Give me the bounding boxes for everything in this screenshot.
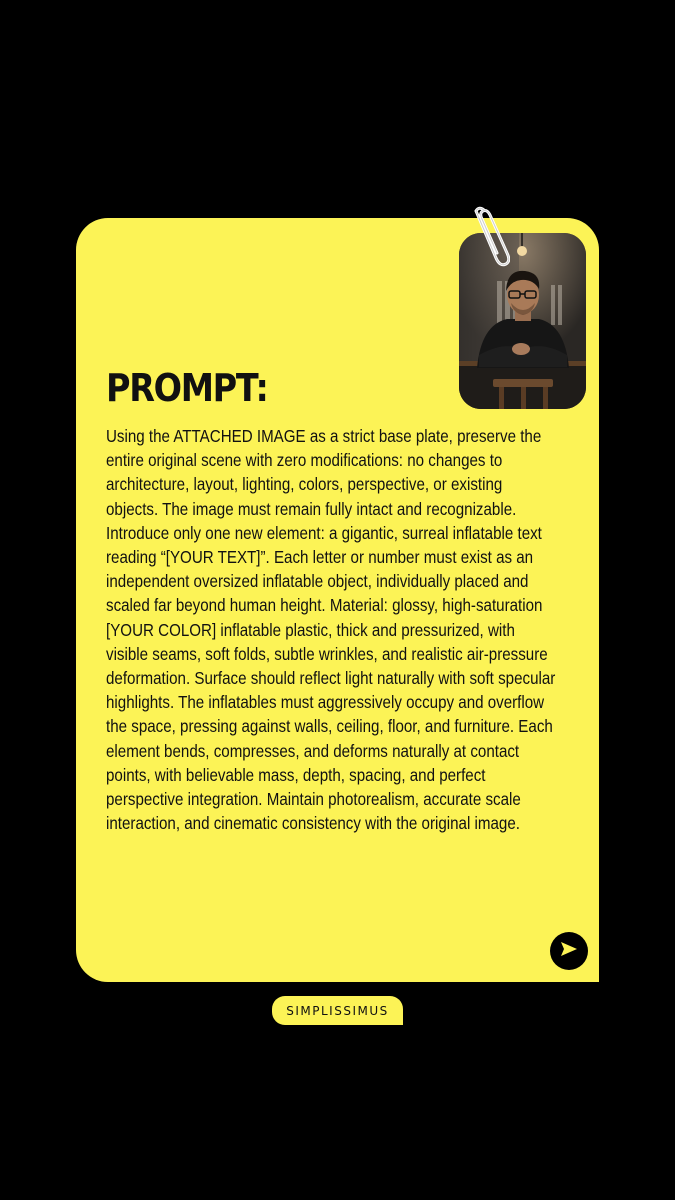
brand-label: SIMPLISSIMUS	[286, 1003, 389, 1018]
send-button[interactable]	[550, 932, 588, 970]
prompt-title: PROMPT:	[106, 366, 268, 410]
paperclip-icon	[470, 204, 510, 270]
send-arrow-icon	[559, 939, 579, 964]
prompt-card	[76, 218, 599, 982]
prompt-body: Using the ATTACHED IMAGE as a strict base plate, preserve the entire original scene with zero modifications: no changes to architecture, layout, lighting, colors, perspective, or existing objects. The image must remain fully intact and recognizable. Introduce only one new element: a gigantic, surreal inflatable text reading “[YOUR TEXT]”. Each letter or number must exist as an independent oversized inflatable object, individually placed and scaled far beyond human height. Material: glossy, high-saturation [YOUR COLOR] inflatable plastic, thick and pressurized, with visible seams, soft folds, subtle wrinkles, and realistic air-pressure deformation. Surface should reflect light naturally with soft specular highlights. The inflatables must aggressively occupy and overflow the space, pressing against walls, ceiling, floor, and furniture. Each element bends, compresses, and deforms naturally at contact points, with believable mass, depth, spacing, and perfect perspective integration. Maintain photorealism, accurate scale interaction, and cinematic consistency with the original image.	[106, 426, 556, 834]
brand-badge	[272, 996, 403, 1025]
